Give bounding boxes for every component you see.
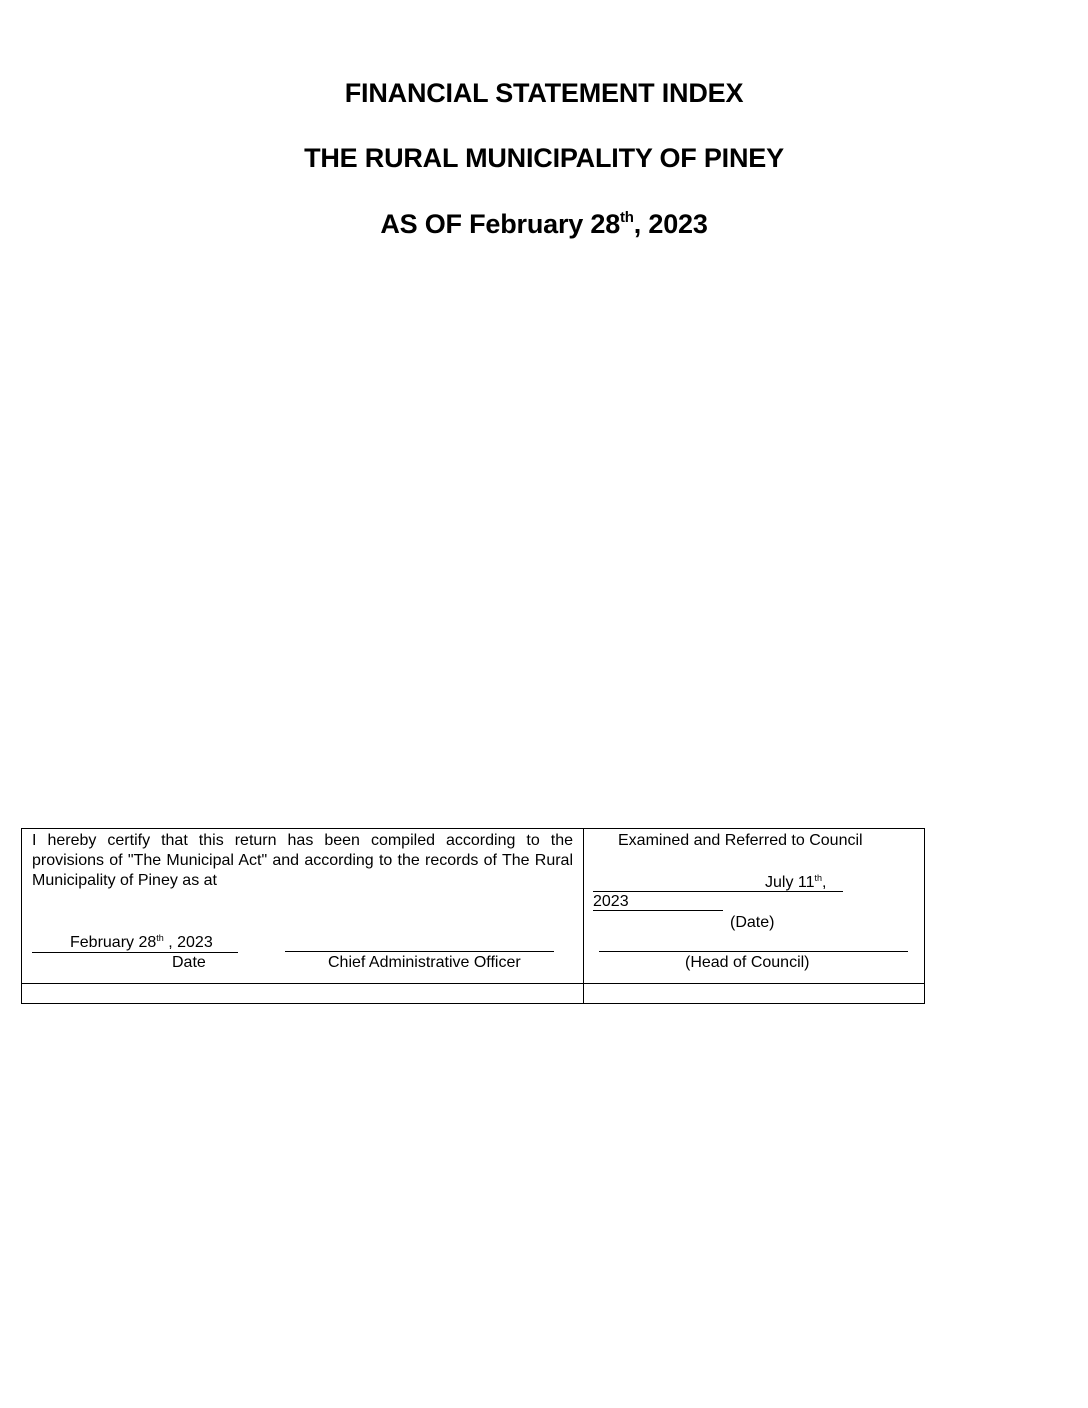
examined-date-line-2 [593,910,723,911]
table-column-divider [583,829,584,1003]
head-signature-line [599,951,908,952]
as-of-date-year: , 2023 [633,209,708,239]
date-label: Date [172,954,206,971]
exam-date-prefix: July 11 [765,874,815,891]
title-line-2: THE RURAL MUNICIPALITY OF PINEY [304,143,784,173]
officer-signature-line [285,951,554,952]
certification-statement: I hereby certify that this return has been compiled according to the provisions of "The Municipal Act" and according to the records of The Rural Municipality of Piney as at [32,832,573,889]
title-line-1: FINANCIAL STATEMENT INDEX [344,78,744,108]
document-title [0,77,1088,109]
certification-date-value [70,933,213,953]
as-of-date [0,208,1088,240]
exam-date-sup: th [814,873,823,883]
cert-date-sup: th [156,933,164,943]
municipality-name [0,142,1088,174]
as-of-date-prefix: AS OF February 28 [380,209,621,239]
date-signature-line [32,952,238,953]
examined-date-label: (Date) [730,914,775,931]
examined-title: Examined and Referred to Council [618,832,863,849]
examined-date-value [765,873,826,893]
examined-date-year: 2023 [593,893,629,910]
examined-date-line-1 [593,891,843,892]
cert-date-suffix: , 2023 [163,934,213,951]
cert-date-prefix: February 28 [70,934,157,951]
officer-label: Chief Administrative Officer [328,954,521,971]
exam-date-suffix: , [822,874,827,891]
certification-table [21,828,925,1004]
as-of-date-suffix-sup: th [620,209,634,226]
table-row-divider [22,983,924,984]
head-of-council-label: (Head of Council) [685,954,810,971]
